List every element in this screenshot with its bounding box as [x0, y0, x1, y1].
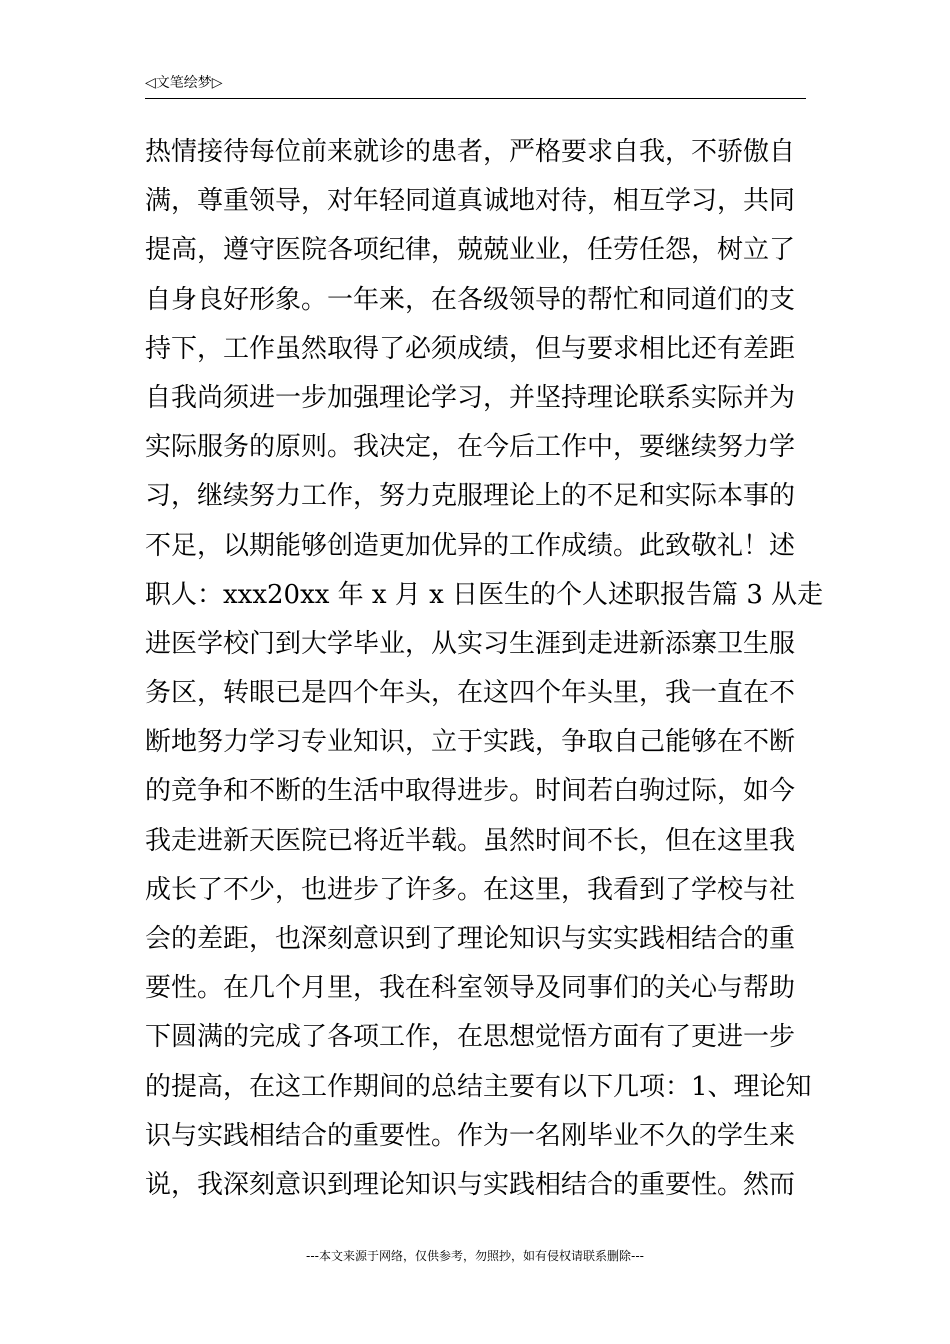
body-line: 成长了不少，也进步了许多。在这里，我看到了学校与社 [145, 874, 796, 905]
body-line: 务区，转眼已是四个年头，在这四个年头里，我一直在不 [145, 678, 796, 709]
body-line: 满，尊重领导，对年轻同道真诚地对待，相互学习，共同 [145, 186, 796, 217]
body-line: 实际服务的原则。我决定，在今后工作中，要继续努力学 [145, 432, 796, 463]
footer-disclaimer: ---本文来源于网络，仅供参考，勿照抄，如有侵权请联系删除--- [306, 1249, 644, 1263]
body-line: 热情接待每位前来就诊的患者，严格要求自我，不骄傲自 [145, 137, 796, 167]
body-line: 我走进新天医院已将近半载。虽然时间不长，但在这里我 [145, 825, 796, 856]
body-line: 的竞争和不断的生活中取得进步。时间若白驹过际，如今 [145, 776, 796, 807]
body-line: 不足，以期能够创造更加优异的工作成绩。此致敬礼！述 [145, 530, 796, 561]
document-body [145, 128, 824, 1210]
body-line: 说，我深刻意识到理论知识与实践相结合的重要性。然而 [145, 1169, 796, 1200]
body-line: 会的差距，也深刻意识到了理论知识与实实践相结合的重 [145, 924, 796, 954]
body-line: 职人：xxx20xx 年 x 月 x 日医生的个人述职报告篇 3 从走 [145, 579, 824, 610]
body-line: 自我尚须进一步加强理论学习，并坚持理论联系实际并为 [145, 382, 796, 413]
body-line: 要性。在几个月里，我在科室领导及同事们的关心与帮助 [145, 973, 796, 1004]
body-line: 的提高，在这工作期间的总结主要有以下几项：1、理论知 [145, 1071, 812, 1102]
page-footer [0, 1248, 950, 1264]
page-header [145, 72, 806, 99]
body-line: 习，继续努力工作，努力克服理论上的不足和实际本事的 [145, 481, 796, 512]
body-line: 提高，遵守医院各项纪律，兢兢业业，任劳任怨，树立了 [145, 235, 796, 266]
body-line: 下圆满的完成了各项工作，在思想觉悟方面有了更进一步 [145, 1022, 796, 1053]
body-line: 断地努力学习专业知识，立于实践，争取自己能够在不断 [145, 727, 796, 758]
header-title: ◁文笔绘梦▷ [145, 75, 223, 91]
body-line: 持下，工作虽然取得了必须成绩，但与要求相比还有差距 [145, 333, 796, 364]
body-line: 自身良好形象。一年来，在各级领导的帮忙和同道们的支 [145, 284, 796, 315]
body-line: 进医学校门到大学毕业，从实习生涯到走进新添寨卫生服 [145, 628, 796, 659]
body-line: 识与实践相结合的重要性。作为一名刚毕业不久的学生来 [145, 1120, 796, 1151]
